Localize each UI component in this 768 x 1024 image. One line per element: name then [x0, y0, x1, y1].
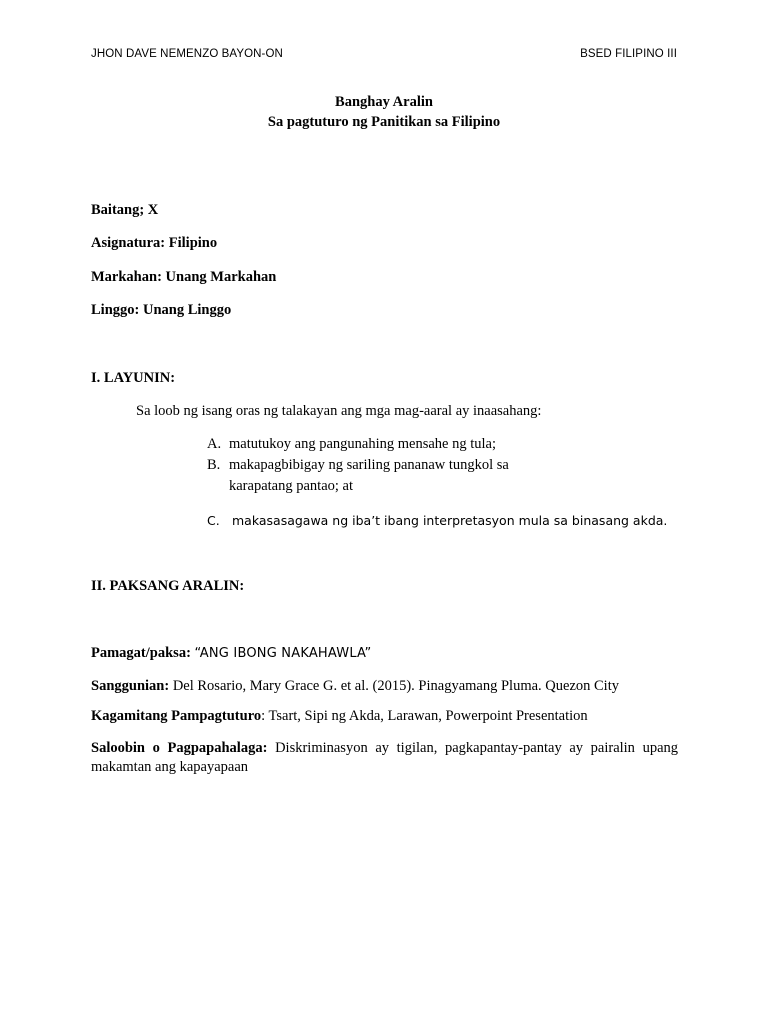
kagamitan-label: Kagamitang Pampagtuturo [91, 708, 262, 724]
header-author: JHON DAVE NEMENZO BAYON-ON [91, 48, 283, 60]
objective-c-text: makasasagawa ng iba’t ibang interpretasyon mula sa binasang akda. [232, 513, 668, 528]
document-subtitle: Sa pagtuturo ng Panitikan sa Filipino [267, 114, 501, 130]
kagamitan-line [91, 708, 588, 725]
objective-a-text: matutukoy ang pangunahing mensahe ng tula; [229, 436, 496, 452]
meta-baitang: Baitang; X [91, 202, 159, 218]
meta-asignatura-label: Asignatura: [91, 235, 169, 251]
saloobin-paragraph [91, 739, 678, 777]
objective-b-letter: B. [207, 457, 221, 473]
document-title: Banghay Aralin [335, 94, 433, 110]
meta-asignatura [91, 235, 217, 252]
sanggunian-value: Del Rosario, Mary Grace G. et al. (2015). Pinagyamang Pluma. Quezon City [172, 678, 619, 694]
meta-linggo-label: Linggo: [91, 302, 143, 318]
pamagat-line [91, 645, 371, 662]
meta-linggo [91, 302, 231, 319]
sanggunian-label: Sanggunian: [91, 678, 173, 694]
section-layunin-heading: I. LAYUNIN: [91, 370, 176, 386]
header-course: BSED FILIPINO III [580, 48, 677, 60]
objective-b-text: makapagbibigay ng sariling pananaw tungkol sa [229, 457, 509, 473]
meta-asignatura-value: Filipino [168, 235, 218, 251]
objective-b [207, 457, 509, 474]
meta-markahan [91, 269, 276, 286]
meta-markahan-value: Unang Markahan [165, 269, 277, 285]
meta-linggo-value: Unang Linggo [142, 302, 232, 318]
layunin-intro: Sa loob ng isang oras ng talakayan ang mga mag-aaral ay inaasahang: [136, 403, 542, 419]
kagamitan-value: : Tsart, Sipi ng Akda, Larawan, Powerpoint Presentation [261, 708, 588, 724]
objective-c-letter: C. [207, 513, 220, 528]
objective-c [207, 513, 667, 528]
objective-a-letter: A. [207, 436, 222, 452]
section-paksang-aralin-heading: II. PAKSANG ARALIN: [91, 578, 245, 594]
sanggunian-line [91, 678, 619, 695]
objective-b-continuation: karapatang pantao; at [229, 478, 353, 494]
saloobin-value: Diskriminasyon ay tigilan, pagkapantay-pantay ay pairalin upang makamtan ang kapayapaan [91, 740, 678, 775]
meta-markahan-label: Markahan: [91, 269, 166, 285]
saloobin-label: Saloobin o Pagpapahalaga: [91, 740, 276, 756]
objective-a [207, 436, 496, 453]
pamagat-label: Pamagat/paksa: [91, 645, 195, 661]
pamagat-value: “ANG IBONG NAKAHAWLA” [194, 646, 372, 661]
